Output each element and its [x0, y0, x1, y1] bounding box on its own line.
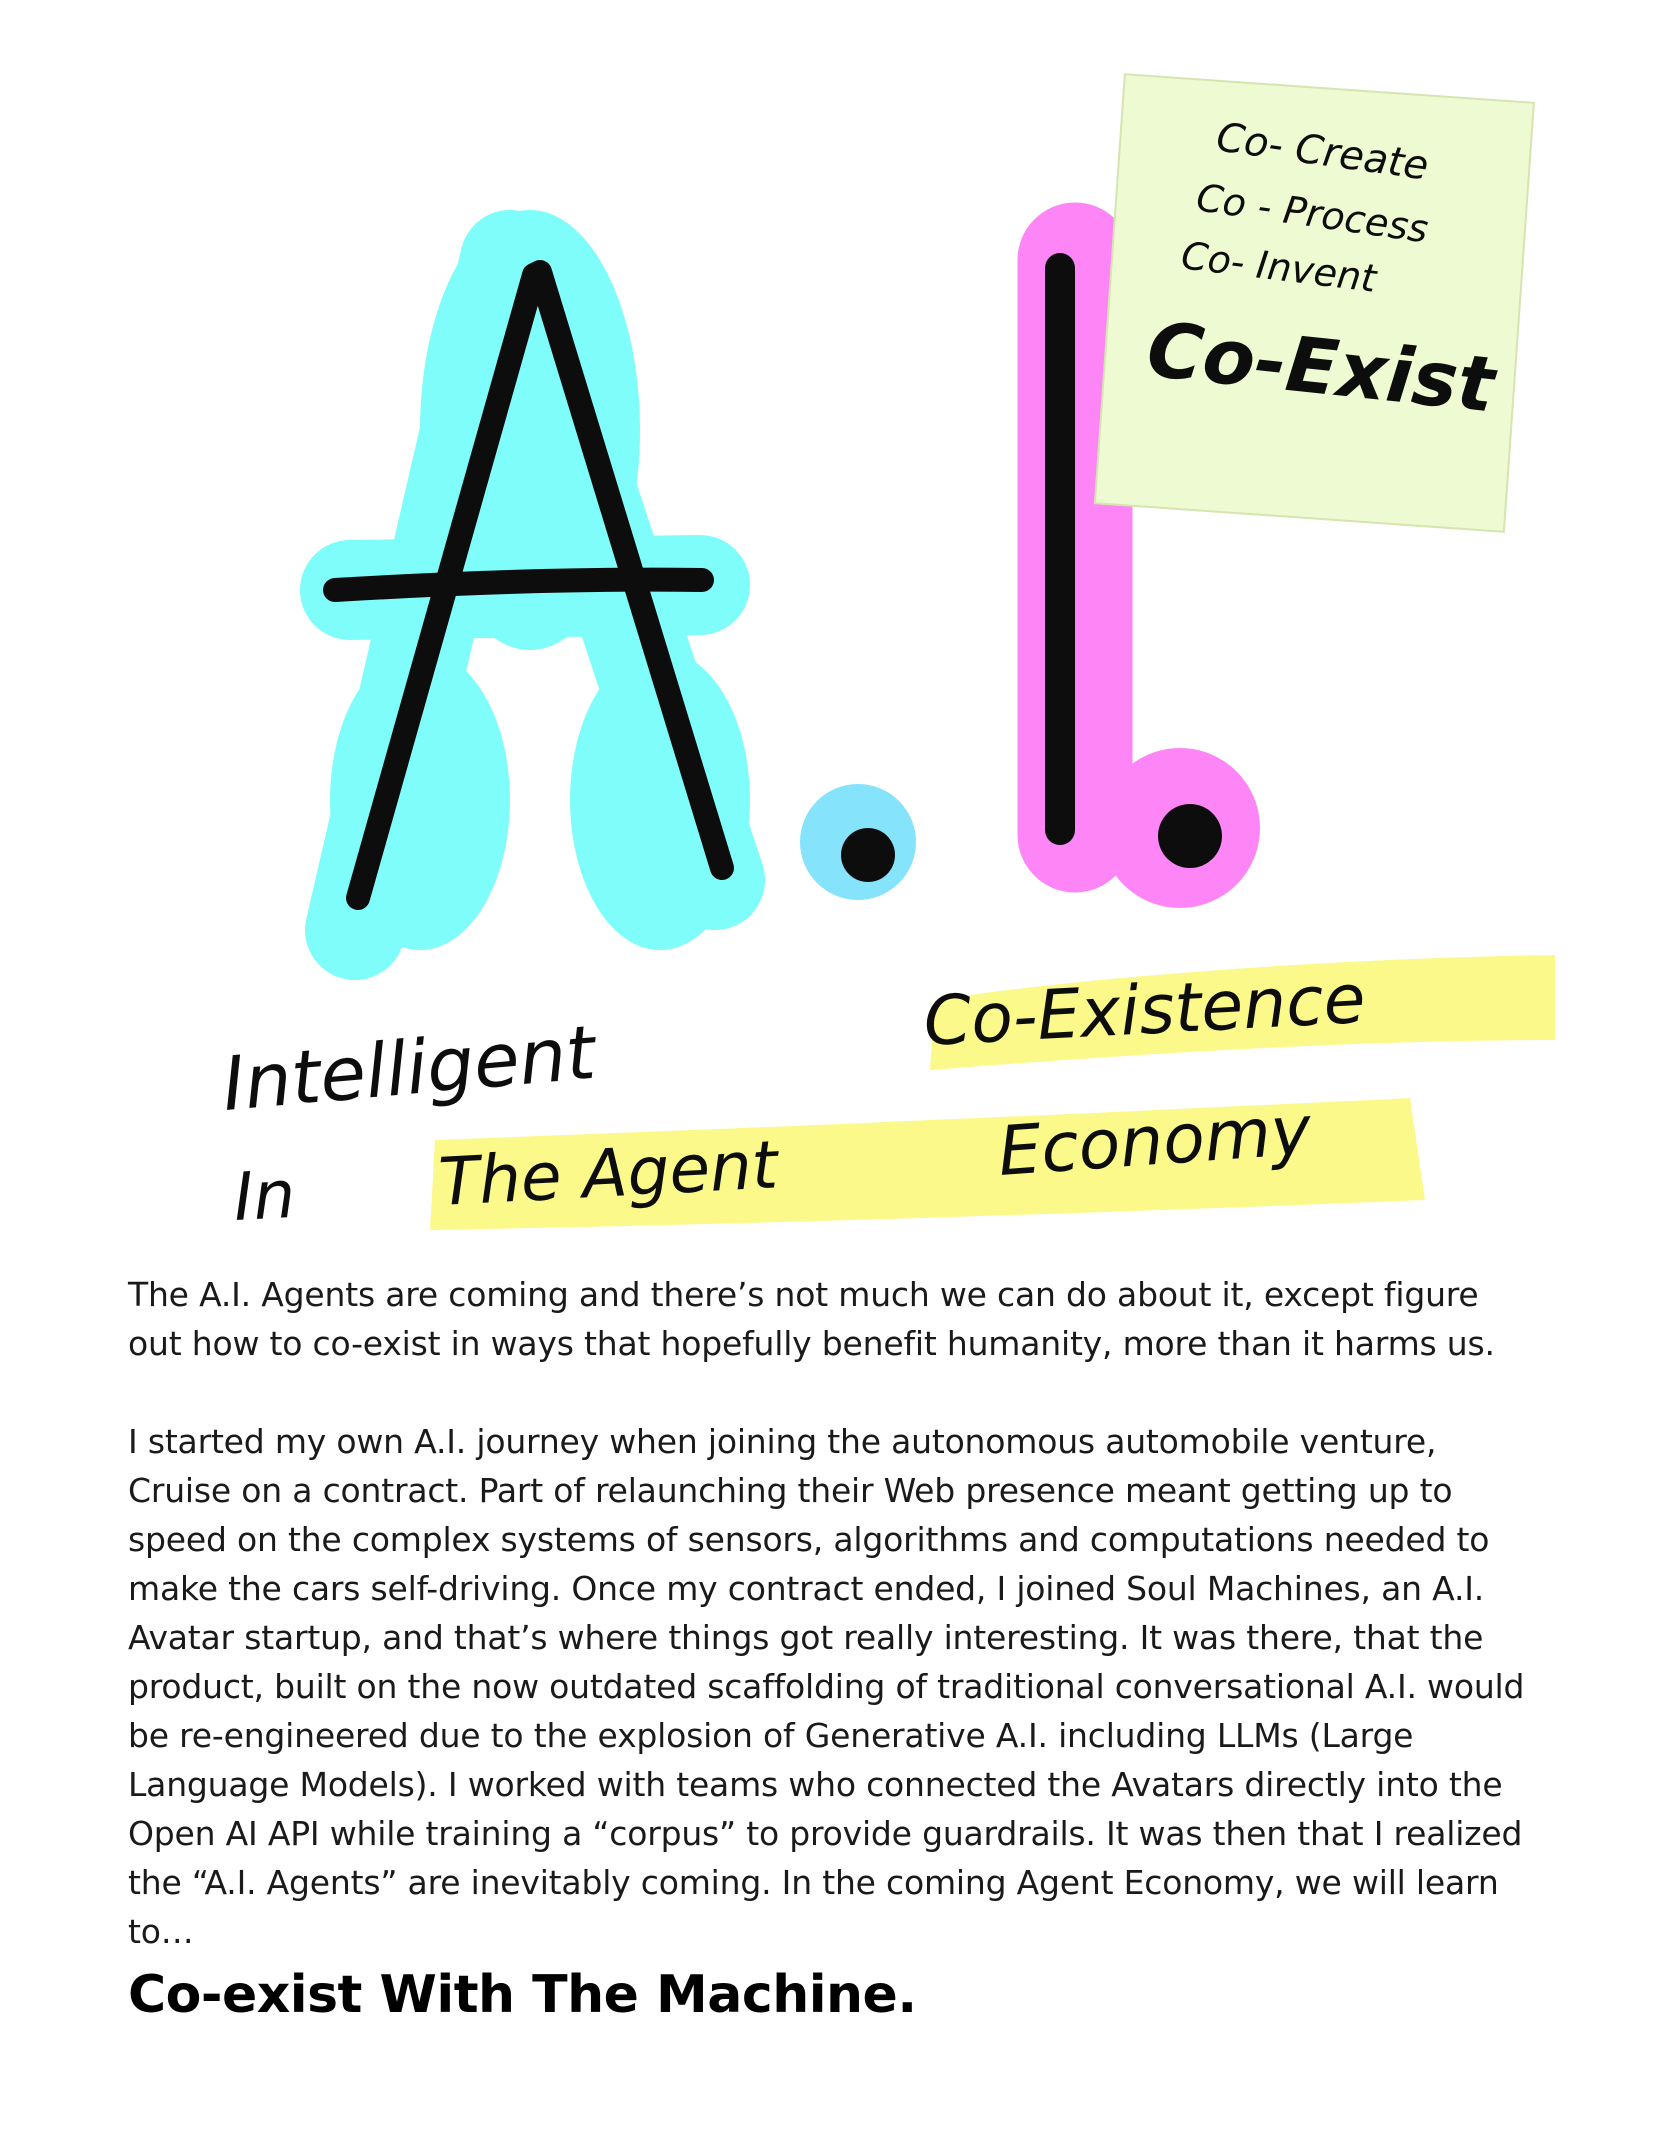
sticky-emphasis: Co-Exist: [1143, 304, 1499, 430]
sticky-line-1: Co- Create: [1213, 114, 1432, 190]
article-body: [128, 1270, 1528, 2005]
closing-heading: Co-exist With The Machine.: [128, 1965, 917, 2025]
sticky-line-3: Co- Invent: [1178, 233, 1379, 301]
tagline-word-the-agent: The Agent: [436, 1126, 780, 1221]
article-paragraph-2: I started my own A.I. journey when joining the autonomous automobile venture, Cruise on a contract. Part of relaunching their Web presence meant getting up to speed on the complex systems of sensors, algorithms and computations needed to make the cars self-driving. Once my contract ended, I joined Soul Machines, an A.I. Avatar startup, and that’s where things got really interesting. It was there, that the product, built on the now outdated scaffolding of traditional conversational A.I. would be re-engineered due to the explosion of Generative A.I. including LLMs (Large Language Models). I worked with teams who connected the Avatars directly into the Open AI API while training a “corpus” to provide guardrails. It was then that I realized the “A.I. Agents” are inevitably coming. In the coming Agent Economy, we will learn to…: [128, 1422, 1525, 1951]
sticky-line-2: Co - Process: [1193, 175, 1431, 252]
tagline-word-economy: Economy: [995, 1091, 1314, 1192]
article-paragraph-1: The A.I. Agents are coming and there’s not much we can do about it, except figure out how to co-exist in ways that hopefully benefit humanity, more than it harms us.: [128, 1275, 1495, 1363]
tagline-word-coexistence: Co-Existence: [921, 959, 1368, 1062]
dot-2: [1158, 804, 1222, 868]
tagline-word-intelligent: Intelligent: [219, 1009, 599, 1128]
tagline-word-in: In: [231, 1155, 298, 1236]
dot-1: [841, 828, 895, 882]
